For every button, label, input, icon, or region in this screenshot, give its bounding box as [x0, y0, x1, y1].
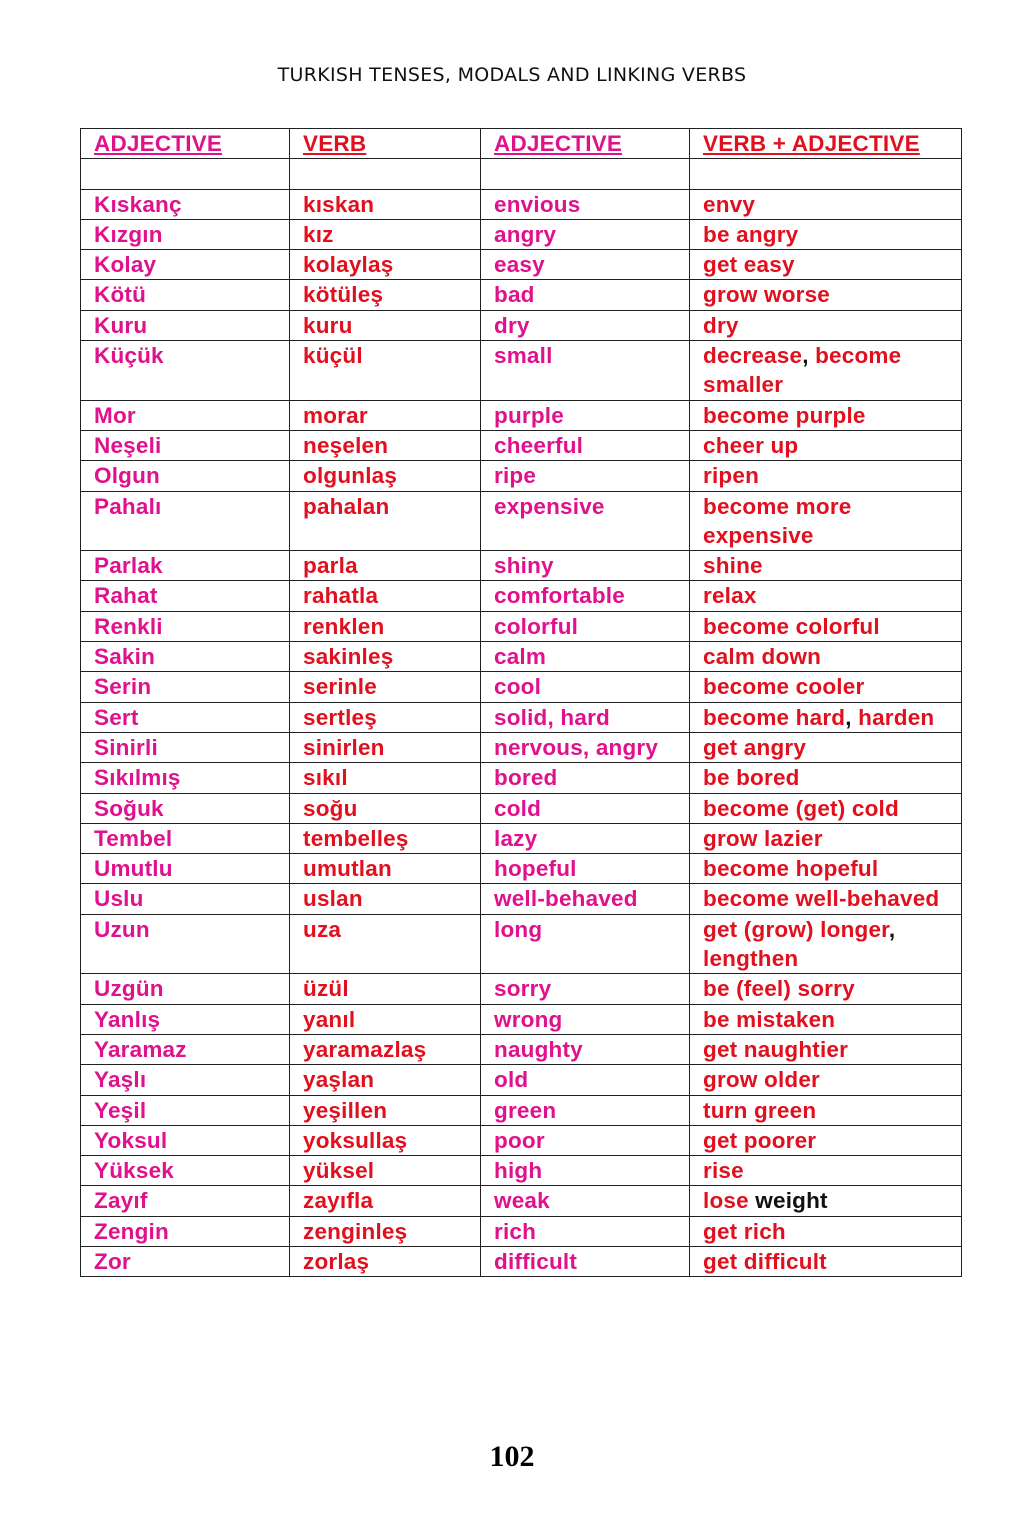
turkish-adjective-cell: Tembel — [81, 823, 290, 853]
english-adjective-cell: solid, hard — [481, 702, 690, 732]
turkish-verb-cell: tembelleş — [290, 823, 481, 853]
english-verb-cell: grow lazier — [690, 823, 962, 853]
turkish-adjective-cell: Olgun — [81, 461, 290, 491]
english-verb-cell: be bored — [690, 763, 962, 793]
table-row — [81, 341, 962, 401]
turkish-adjective-cell: Yüksek — [81, 1156, 290, 1186]
header-verb-adjective-en: VERB + ADJECTIVE — [690, 129, 962, 159]
english-verb-cell: dry — [690, 310, 962, 340]
turkish-verb-cell: renklen — [290, 611, 481, 641]
english-adjective-cell: cool — [481, 672, 690, 702]
turkish-verb-cell: zorlaş — [290, 1246, 481, 1276]
turkish-verb-cell: zayıfla — [290, 1186, 481, 1216]
english-verb-cell: become more expensive — [690, 491, 962, 551]
turkish-adjective-cell: Sinirli — [81, 732, 290, 762]
turkish-verb-cell: kız — [290, 219, 481, 249]
turkish-adjective-cell: Yaramaz — [81, 1034, 290, 1064]
table-row — [81, 1125, 962, 1155]
english-verb-cell: lose weight — [690, 1186, 962, 1216]
english-adjective-cell: long — [481, 914, 690, 974]
english-verb-cell: become well-behaved — [690, 884, 962, 914]
english-adjective-cell: difficult — [481, 1246, 690, 1276]
turkish-verb-cell: kolaylaş — [290, 250, 481, 280]
english-verb-cell: be mistaken — [690, 1004, 962, 1034]
turkish-adjective-cell: Küçük — [81, 341, 290, 401]
english-verb-cell: grow worse — [690, 280, 962, 310]
turkish-adjective-cell: Umutlu — [81, 854, 290, 884]
turkish-verb-cell: sakinleş — [290, 642, 481, 672]
turkish-adjective-cell: Zayıf — [81, 1186, 290, 1216]
table-row — [81, 1034, 962, 1064]
english-adjective-cell: calm — [481, 642, 690, 672]
english-adjective-cell: shiny — [481, 551, 690, 581]
english-adjective-cell: high — [481, 1156, 690, 1186]
turkish-adjective-cell: Yoksul — [81, 1125, 290, 1155]
turkish-verb-cell: yoksullaş — [290, 1125, 481, 1155]
turkish-verb-cell: uslan — [290, 884, 481, 914]
turkish-adjective-cell: Pahalı — [81, 491, 290, 551]
english-adjective-cell: old — [481, 1065, 690, 1095]
table-row — [81, 763, 962, 793]
turkish-adjective-cell: Soğuk — [81, 793, 290, 823]
table-row — [81, 1095, 962, 1125]
table-row — [81, 974, 962, 1004]
english-verb-cell: get angry — [690, 732, 962, 762]
english-adjective-cell: naughty — [481, 1034, 690, 1064]
turkish-adjective-cell: Renkli — [81, 611, 290, 641]
turkish-verb-cell: olgunlaş — [290, 461, 481, 491]
english-adjective-cell: easy — [481, 250, 690, 280]
table-row — [81, 491, 962, 551]
english-adjective-cell: purple — [481, 400, 690, 430]
english-adjective-cell: cold — [481, 793, 690, 823]
turkish-adjective-cell: Kızgın — [81, 219, 290, 249]
table-row — [81, 461, 962, 491]
english-verb-cell: become purple — [690, 400, 962, 430]
table-row — [81, 1004, 962, 1034]
table-row — [81, 1065, 962, 1095]
table-row — [81, 1216, 962, 1246]
english-verb-cell: grow older — [690, 1065, 962, 1095]
turkish-adjective-cell: Parlak — [81, 551, 290, 581]
turkish-verb-cell: morar — [290, 400, 481, 430]
table-row — [81, 400, 962, 430]
turkish-verb-cell: yeşillen — [290, 1095, 481, 1125]
header-adjective-tr: ADJECTIVE — [81, 129, 290, 159]
english-verb-cell: decrease, become smaller — [690, 341, 962, 401]
turkish-adjective-cell: Kolay — [81, 250, 290, 280]
turkish-verb-cell: sıkıl — [290, 763, 481, 793]
blank-row — [81, 159, 962, 189]
turkish-adjective-cell: Zengin — [81, 1216, 290, 1246]
table-row — [81, 189, 962, 219]
english-verb-cell: ripen — [690, 461, 962, 491]
turkish-verb-cell: yaramazlaş — [290, 1034, 481, 1064]
turkish-adjective-cell: Uzun — [81, 914, 290, 974]
english-verb-cell: rise — [690, 1156, 962, 1186]
turkish-adjective-cell: Mor — [81, 400, 290, 430]
english-adjective-cell: weak — [481, 1186, 690, 1216]
table-row — [81, 1246, 962, 1276]
blank-cell — [290, 159, 481, 189]
english-adjective-cell: lazy — [481, 823, 690, 853]
table-row — [81, 581, 962, 611]
table-row — [81, 1156, 962, 1186]
turkish-adjective-cell: Yanlış — [81, 1004, 290, 1034]
english-verb-cell: envy — [690, 189, 962, 219]
table-row — [81, 430, 962, 460]
turkish-verb-cell: küçül — [290, 341, 481, 401]
turkish-adjective-cell: Neşeli — [81, 430, 290, 460]
english-adjective-cell: ripe — [481, 461, 690, 491]
table-header-row — [81, 129, 962, 159]
vocabulary-table — [80, 128, 962, 1277]
turkish-adjective-cell: Rahat — [81, 581, 290, 611]
english-verb-cell: shine — [690, 551, 962, 581]
turkish-adjective-cell: Sakin — [81, 642, 290, 672]
turkish-verb-cell: rahatla — [290, 581, 481, 611]
english-adjective-cell: small — [481, 341, 690, 401]
turkish-verb-cell: parla — [290, 551, 481, 581]
table-row — [81, 702, 962, 732]
table-row — [81, 219, 962, 249]
english-verb-cell: turn green — [690, 1095, 962, 1125]
turkish-verb-cell: yanıl — [290, 1004, 481, 1034]
english-adjective-cell: angry — [481, 219, 690, 249]
english-adjective-cell: green — [481, 1095, 690, 1125]
english-adjective-cell: envious — [481, 189, 690, 219]
english-adjective-cell: bored — [481, 763, 690, 793]
turkish-adjective-cell: Kuru — [81, 310, 290, 340]
turkish-verb-cell: uza — [290, 914, 481, 974]
table-body — [81, 159, 962, 1277]
english-verb-cell: get rich — [690, 1216, 962, 1246]
english-adjective-cell: expensive — [481, 491, 690, 551]
english-verb-cell: get naughtier — [690, 1034, 962, 1064]
turkish-verb-cell: neşelen — [290, 430, 481, 460]
turkish-adjective-cell: Sert — [81, 702, 290, 732]
blank-cell — [690, 159, 962, 189]
english-verb-cell: calm down — [690, 642, 962, 672]
turkish-adjective-cell: Uslu — [81, 884, 290, 914]
english-verb-cell: relax — [690, 581, 962, 611]
turkish-verb-cell: kuru — [290, 310, 481, 340]
table-row — [81, 793, 962, 823]
table-row — [81, 611, 962, 641]
english-adjective-cell: well-behaved — [481, 884, 690, 914]
turkish-adjective-cell: Kötü — [81, 280, 290, 310]
english-adjective-cell: colorful — [481, 611, 690, 641]
turkish-verb-cell: soğu — [290, 793, 481, 823]
turkish-adjective-cell: Yaşlı — [81, 1065, 290, 1095]
english-adjective-cell: bad — [481, 280, 690, 310]
english-verb-cell: get poorer — [690, 1125, 962, 1155]
turkish-verb-cell: yüksel — [290, 1156, 481, 1186]
turkish-verb-cell: kıskan — [290, 189, 481, 219]
english-adjective-cell: nervous, angry — [481, 732, 690, 762]
english-verb-cell: be (feel) sorry — [690, 974, 962, 1004]
english-verb-cell: become cooler — [690, 672, 962, 702]
english-verb-cell: get (grow) longer, lengthen — [690, 914, 962, 974]
table-row — [81, 914, 962, 974]
english-adjective-cell: comfortable — [481, 581, 690, 611]
english-verb-cell: become colorful — [690, 611, 962, 641]
english-adjective-cell: poor — [481, 1125, 690, 1155]
english-verb-cell: cheer up — [690, 430, 962, 460]
table-row — [81, 732, 962, 762]
english-verb-cell: become (get) cold — [690, 793, 962, 823]
english-adjective-cell: hopeful — [481, 854, 690, 884]
turkish-verb-cell: kötüleş — [290, 280, 481, 310]
blank-cell — [81, 159, 290, 189]
table-row — [81, 823, 962, 853]
turkish-verb-cell: sertleş — [290, 702, 481, 732]
turkish-verb-cell: pahalan — [290, 491, 481, 551]
turkish-adjective-cell: Zor — [81, 1246, 290, 1276]
table-row — [81, 642, 962, 672]
english-verb-cell: become hard, harden — [690, 702, 962, 732]
english-adjective-cell: sorry — [481, 974, 690, 1004]
turkish-adjective-cell: Yeşil — [81, 1095, 290, 1125]
turkish-verb-cell: umutlan — [290, 854, 481, 884]
blank-cell — [481, 159, 690, 189]
turkish-adjective-cell: Sıkılmış — [81, 763, 290, 793]
english-adjective-cell: rich — [481, 1216, 690, 1246]
english-verb-cell: get easy — [690, 250, 962, 280]
header-adjective-en: ADJECTIVE — [481, 129, 690, 159]
turkish-adjective-cell: Uzgün — [81, 974, 290, 1004]
table-row — [81, 884, 962, 914]
table-row — [81, 280, 962, 310]
english-verb-cell: get difficult — [690, 1246, 962, 1276]
turkish-adjective-cell: Serin — [81, 672, 290, 702]
turkish-verb-cell: serinle — [290, 672, 481, 702]
english-adjective-cell: dry — [481, 310, 690, 340]
turkish-adjective-cell: Kıskanç — [81, 189, 290, 219]
turkish-verb-cell: yaşlan — [290, 1065, 481, 1095]
table-row — [81, 310, 962, 340]
turkish-verb-cell: zenginleş — [290, 1216, 481, 1246]
english-verb-cell: become hopeful — [690, 854, 962, 884]
page-title: TURKISH TENSES, MODALS AND LINKING VERBS — [277, 64, 747, 86]
table-row — [81, 854, 962, 884]
header-verb-tr: VERB — [290, 129, 481, 159]
turkish-verb-cell: sinirlen — [290, 732, 481, 762]
table-row — [81, 1186, 962, 1216]
table-row — [81, 250, 962, 280]
page-number: 102 — [489, 1440, 535, 1473]
turkish-verb-cell: üzül — [290, 974, 481, 1004]
table-row — [81, 672, 962, 702]
english-adjective-cell: wrong — [481, 1004, 690, 1034]
table-row — [81, 551, 962, 581]
english-adjective-cell: cheerful — [481, 430, 690, 460]
english-verb-cell: be angry — [690, 219, 962, 249]
